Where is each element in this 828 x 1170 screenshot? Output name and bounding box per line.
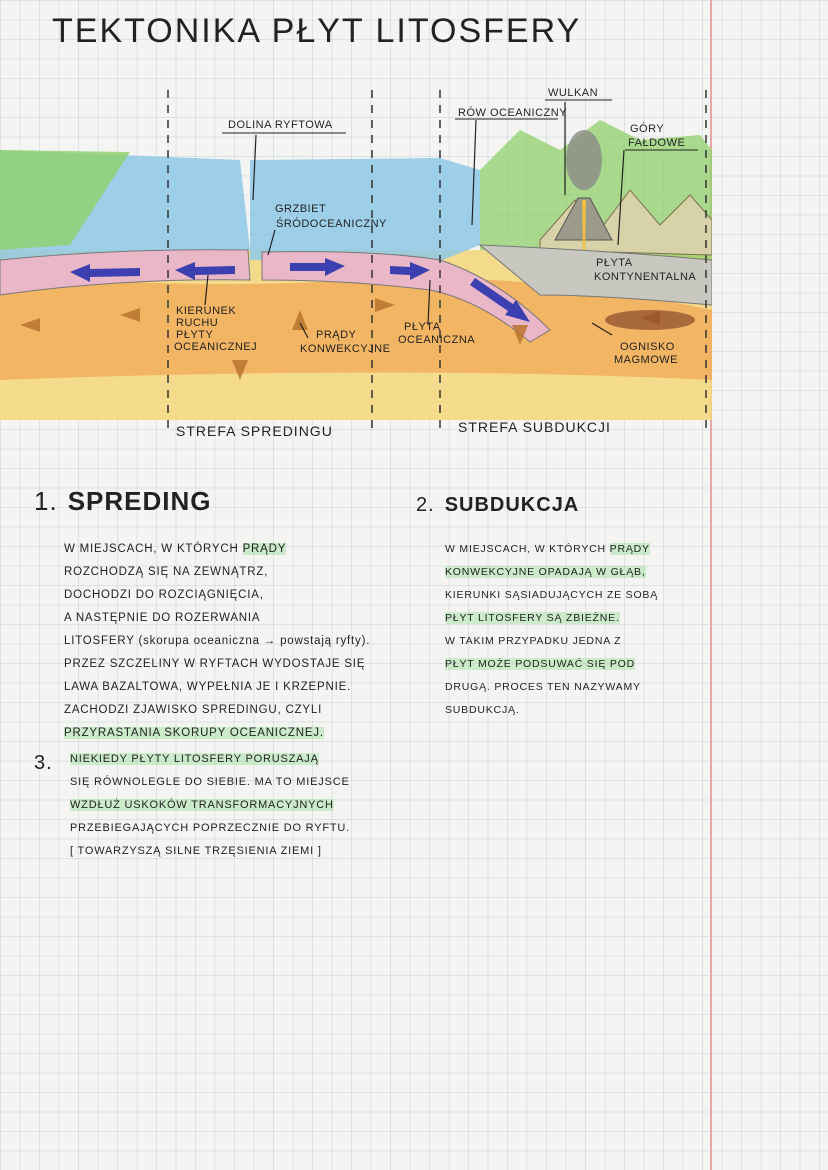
label-grzbiet-2: ŚRÓDOCEANICZNY: [276, 218, 387, 230]
label-gory-1: GÓRY: [630, 123, 665, 135]
s3-line-5: [ TOWARZYSZĄ SILNE TRZĘSIENIA ZIEMI ]: [70, 845, 322, 857]
s2-line-2: KONWEKCYJNE OPADAJĄ W GŁĄB,: [445, 566, 646, 578]
label-row-oceaniczny: RÓW OCEANICZNY: [458, 107, 568, 119]
s2-line-4: PŁYT LITOSFERY SĄ ZBIEŻNE.: [445, 612, 620, 624]
label-gory-2: FAŁDOWE: [628, 137, 686, 149]
s1-line-4: A NASTĘPNIE DO ROZERWANIA: [64, 612, 261, 624]
volcano-smoke: [566, 130, 602, 190]
s1-line-9: PRZYRASTANIA SKORUPY OCEANICZNEJ.: [64, 727, 324, 739]
label-plyta-kont-2: KONTYNENTALNA: [594, 271, 697, 283]
s2-line-6: PŁYT MOŻE PODSUWAĆ SIĘ POD: [445, 658, 635, 670]
s1-line-5: LITOSFERY (skorupa oceaniczna → powstają ryfty).: [64, 635, 371, 647]
section-2-title: SUBDUKCJA: [444, 494, 580, 516]
section-1-number: 1.: [34, 486, 58, 516]
s1-line-6: PRZEZ SZCZELINY W RYFTACH WYDOSTAJE SIĘ: [64, 658, 366, 670]
label-prady-2: KONWEKCYJNE: [300, 343, 391, 355]
s3-line-4: PRZEBIEGAJĄCYCH POPRZECZNIE DO RYFTU.: [70, 822, 350, 834]
label-prady-1: PRĄDY: [316, 329, 357, 341]
section-2-number: 2.: [416, 494, 435, 516]
section-2-text: [445, 538, 658, 722]
plate-tectonics-diagram: [0, 80, 712, 450]
s2-line-3: KIERUNKI SĄSIADUJĄCYCH ZE SOBĄ: [445, 589, 659, 601]
magma-chamber: [605, 310, 695, 330]
section-1-text: [64, 538, 370, 745]
s1-line-1: W MIEJSCACH, W KTÓRYCH PRĄDY: [64, 543, 287, 555]
label-ognisko-2: MAGMOWE: [614, 354, 678, 366]
label-plyta-ocean-1: PŁYTA: [404, 321, 441, 333]
s1-line-8: ZACHODZI ZJAWISKO SPREDINGU, CZYLI: [64, 704, 323, 716]
s1-line-2: ROZCHODZĄ SIĘ NA ZEWNĄTRZ,: [64, 566, 269, 578]
label-kierunek-3: PŁYTY: [176, 329, 214, 341]
label-ognisko-1: OGNISKO: [620, 341, 675, 353]
label-kierunek-1: KIERUNEK: [176, 305, 237, 317]
section-1-heading: [34, 486, 212, 517]
s3-line-3: WZDŁUŻ USKOKÓW TRANSFORMACYJNYCH: [70, 799, 334, 811]
label-wulkan: WULKAN: [548, 87, 599, 99]
label-kierunek-4: OCEANICZNEJ: [174, 341, 258, 353]
label-strefa-subdukcji: STREFA SUBDUKCJI: [458, 419, 611, 435]
section-3-heading: [34, 752, 63, 775]
label-plyta-ocean-2: OCEANICZNA: [398, 334, 476, 346]
s1-line-7: LAWA BAZALTOWA, WYPEŁNIA JE I KRZEPNIE.: [64, 681, 352, 693]
section-1-title: SPREDING: [67, 486, 212, 516]
s2-line-1: W MIEJSCACH, W KTÓRYCH PRĄDY: [445, 543, 650, 555]
label-dolina-ryftowa: DOLINA RYFTOWA: [228, 119, 333, 131]
label-grzbiet-1: GRZBIET: [275, 203, 327, 215]
s3-line-1: NIEKIEDY PŁYTY LITOSFERY PORUSZAJĄ: [70, 753, 319, 765]
section-3-text: [70, 748, 350, 863]
label-plyta-kont-1: PŁYTA: [596, 257, 633, 269]
s1-line-3: DOCHODZI DO ROZCIĄGNIĘCIA,: [64, 589, 264, 601]
label-kierunek-2: RUCHU: [176, 317, 219, 329]
section-2-heading: [416, 494, 579, 517]
s2-line-7: DRUGĄ. PROCES TEN NAZYWAMY: [445, 681, 641, 693]
page-title: TEKTONIKA PŁYT LITOSFERY: [52, 12, 582, 50]
s3-line-2: SIĘ RÓWNOLEGLE DO SIEBIE. MA TO MIEJSCE: [70, 776, 350, 788]
label-strefa-spredingu: STREFA SPREDINGU: [176, 423, 333, 439]
section-3-number: 3.: [34, 752, 53, 774]
s2-line-5: W TAKIM PRZYPADKU JEDNA Z: [445, 635, 622, 647]
s2-line-8: SUBDUKCJĄ.: [445, 704, 520, 716]
